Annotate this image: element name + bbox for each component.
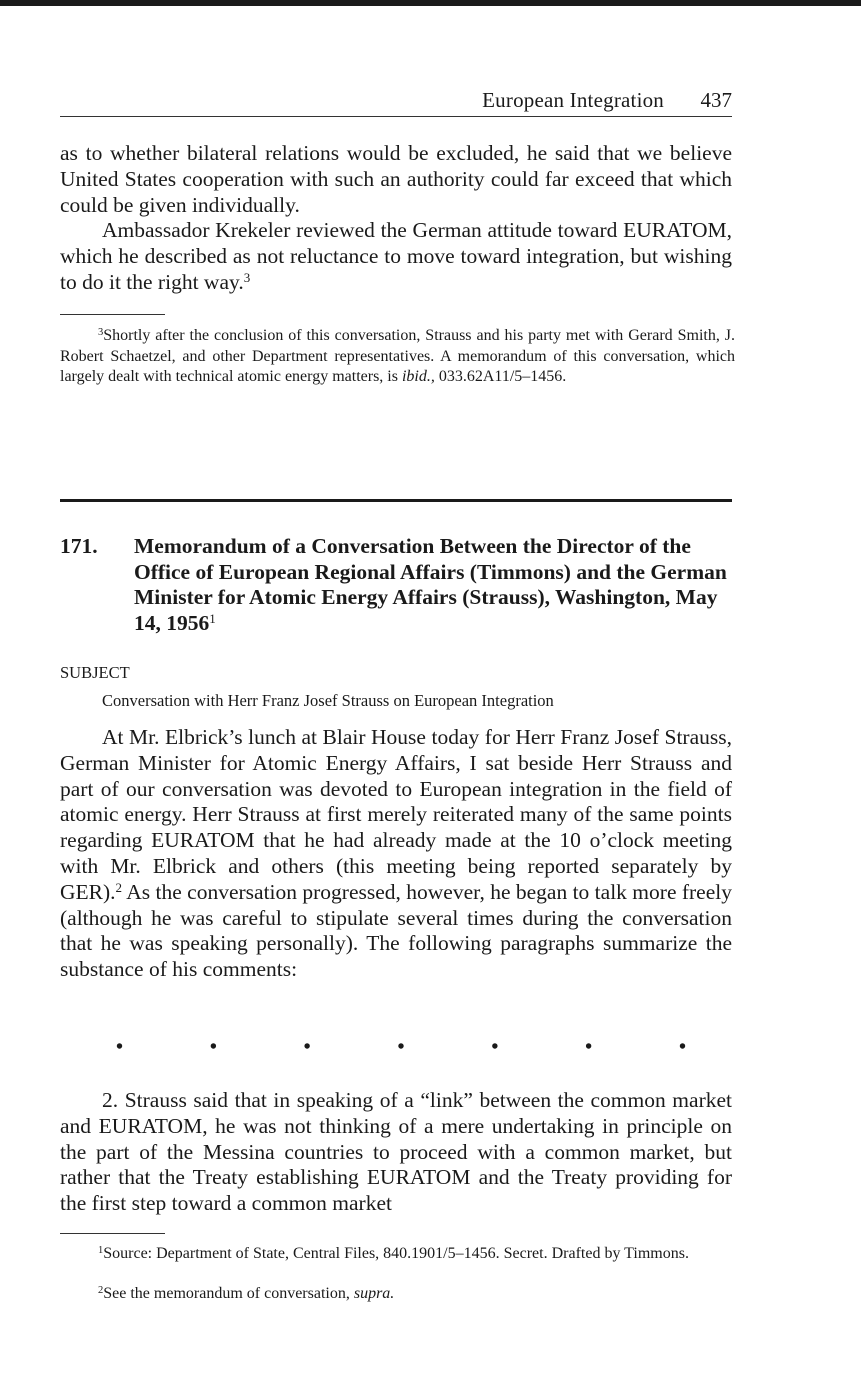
footnote-separator xyxy=(60,1233,165,1234)
footnote-ref-1: 1 xyxy=(209,611,216,627)
footnote-3: $^3$Shortly after the conclusion of this conversation, Strauss and his party met with Gerard Smith, J. Robert Schaetzel, and other Department representatives. A memorandum of this conversation, which largely dealt with technical atomic energy matters, is ibid., 033.62A11/5–1456. xyxy=(60,327,735,385)
document-number: 171. xyxy=(60,534,98,558)
ellipsis-dot: • xyxy=(678,1036,686,1058)
document-title: Memorandum of a Conversation Between the Director of the Office of European Regional Affairs (Timmons) and the German Minister for Atomic Energy Affairs (Strauss), Washington, May 14, 1956$^1$ xyxy=(134,534,727,636)
subject-label: SUBJECT xyxy=(60,663,130,682)
running-header-title: European Integration xyxy=(482,88,664,112)
footnote-2: $^2$See the memorandum of conversation, supra. xyxy=(98,1285,395,1302)
ellipsis-dot: • xyxy=(585,1036,593,1058)
continued-paragraph: as to whether bilateral relations would be excluded, he said that we believe United States cooperation with such an authority could far exceed that which could be given individually. xyxy=(60,141,732,217)
ellipsis-dot: • xyxy=(397,1036,405,1058)
body-paragraph-2: 2. Strauss said that in speaking of a “link” between the common market and EURATOM, he was not thinking of a mere undertaking in principle on the part of the Messina countries to proceed with a common market, but rather that the Treaty establishing EURATOM and the Treaty providing for the first step toward a common market xyxy=(60,1088,732,1216)
krekeler-paragraph: Ambassador Krekeler reviewed the German attitude toward EURATOM, which he described as not reluctance to move toward integration, but wishing to do it the right way.$^3$ xyxy=(60,218,732,294)
ellipsis-dot: • xyxy=(303,1036,311,1058)
body-paragraph-1: At Mr. Elbrick’s lunch at Blair House today for Herr Franz Josef Strauss, German Minister for Atomic Energy Affairs, I sat beside Herr Strauss and part of our conversation was devoted to European integration in the field of atomic energy. Herr Strauss at first merely reiterated many of the same points regarding EURATOM that he had already made at the 10 o’clock meeting with Mr. Elbrick and others (this meeting being reported separately by GER).$^2$ As the conversation progressed, however, he began to talk more freely (although he was careful to stipulate several times during the conversation that he was speaking personally). The following paragraphs summarize the substance of his comments: xyxy=(60,725,732,982)
ellipsis-dot: • xyxy=(491,1036,499,1058)
page-top-edge xyxy=(0,0,861,6)
omission-ellipsis xyxy=(116,1037,686,1057)
footnote-ref-3: 3 xyxy=(243,269,251,285)
subject-text: Conversation with Herr Franz Josef Strauss on European Integration xyxy=(102,691,554,710)
page-number: 437 xyxy=(700,88,732,112)
footnote-1: $^1$Source: Department of State, Central Files, 840.1901/5–1456. Secret. Drafted by Timmons. xyxy=(98,1245,689,1262)
section-divider xyxy=(60,499,732,502)
running-header xyxy=(60,86,732,117)
ellipsis-dot: • xyxy=(209,1036,217,1058)
footnote-separator xyxy=(60,314,165,315)
footnote-ref-2: 2 xyxy=(115,879,123,895)
ellipsis-dot: • xyxy=(116,1036,124,1058)
